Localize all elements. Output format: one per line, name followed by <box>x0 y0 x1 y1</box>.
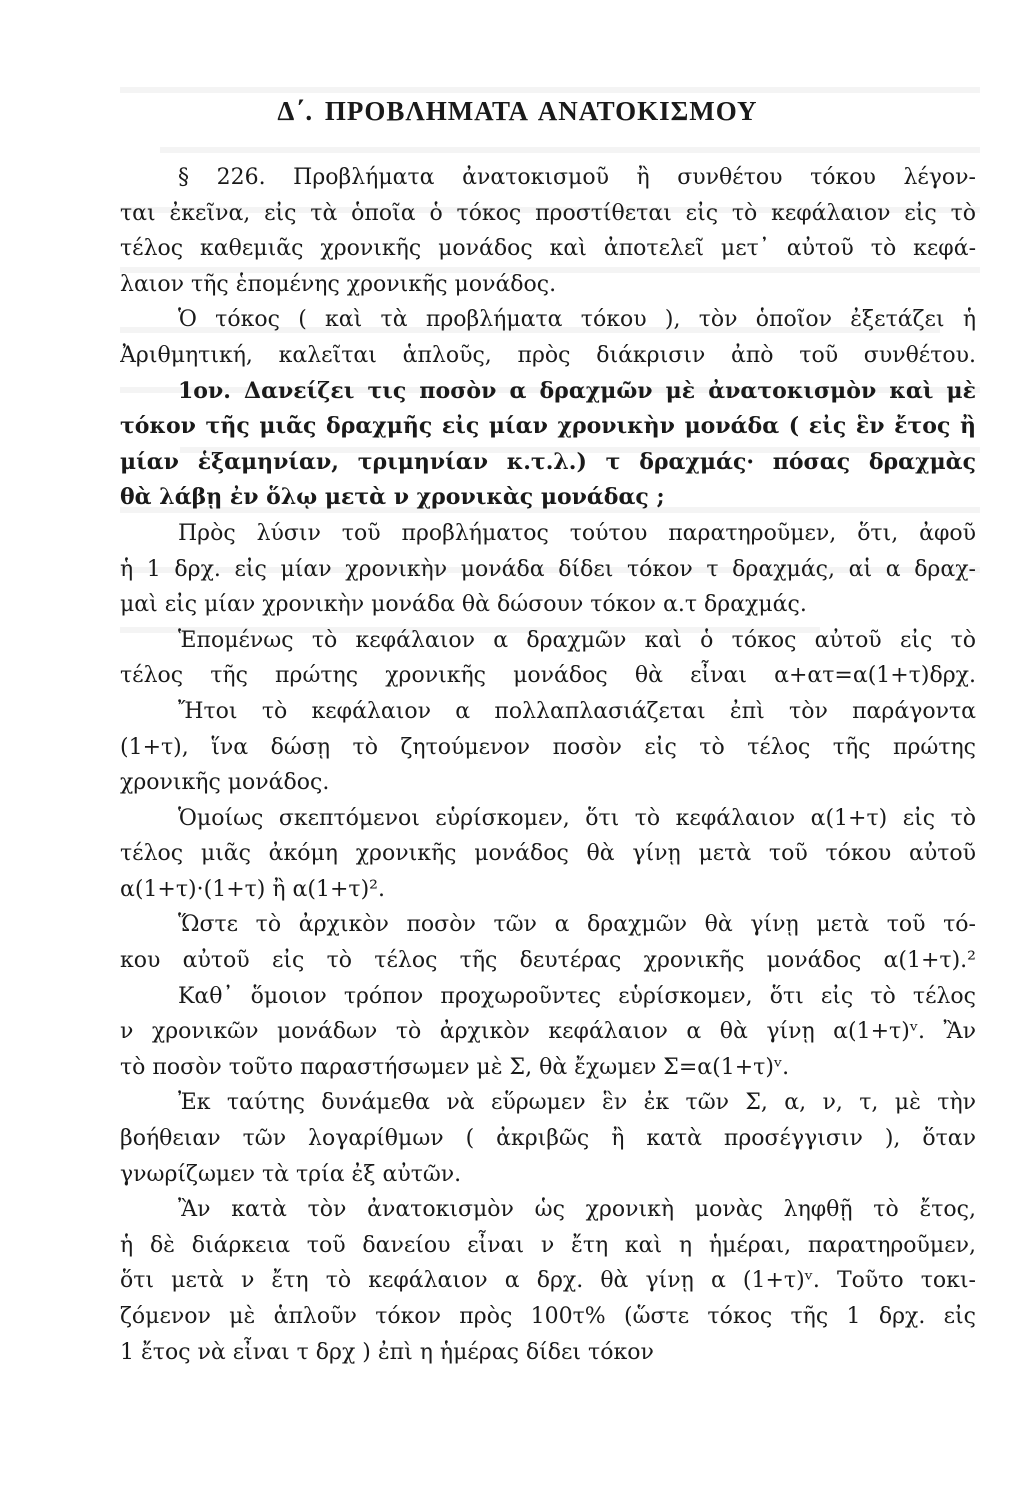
text-line: (1+τ), ἵνα δώσῃ τὸ ζητούμενον ποσὸν εἰς τὸ τέλος τῆς πρώτης <box>120 734 976 760</box>
text-line: θὰ λάβῃ ἐν ὅλῳ μετὰ ν χρονικὰς μονάδας ; <box>120 484 665 511</box>
text-line: Ὁ τόκος ( καὶ τὰ προβλήματα τόκου ), τὸν ὁποῖον ἐξετάζει ἡ <box>178 307 976 333</box>
text-line: 1 ἔτος νὰ εἶναι τ δρχ ) ἐπὶ η ἡμέρας δίδει τόκον <box>120 1339 654 1365</box>
text-line: τέλος καθεμιᾶς χρονικῆς μονάδος καὶ ἀποτελεῖ μετ᾽ αὐτοῦ τὸ κεφά- <box>120 236 976 262</box>
text-line: Ὁμοίως σκεπτόμενοι εὑρίσκομεν, ὅτι τὸ κεφάλαιον α(1+τ) εἰς τὸ <box>178 805 976 831</box>
text-line: Ὥστε τὸ ἀρχικὸν ποσὸν τῶν α δραχμῶν θὰ γίνῃ μετὰ τοῦ τό- <box>178 912 976 938</box>
text-line: χρονικῆς μονάδος. <box>120 770 330 796</box>
text-line: τὸ ποσὸν τοῦτο παραστήσωμεν μὲ Σ, θὰ ἔχωμεν Σ=α(1+τ)ᵛ. <box>120 1054 790 1080</box>
text-line: Ἂν κατὰ τὸν ἀνατοκισμὸν ὡς χρονικὴ μονὰς ληφθῇ τὸ ἔτος, <box>178 1197 976 1223</box>
text-line: ζόμενον μὲ ἁπλοῦν τόκον πρὸς 100τ% (ὥστε τόκος τῆς 1 δρχ. εἰς <box>120 1304 976 1329</box>
text-line: Ἀριθμητική, καλεῖται ἁπλοῦς, πρὸς διάκρισιν ἀπὸ τοῦ συνθέτου. <box>120 342 976 368</box>
text-line: Ἑπομένως τὸ κεφάλαιον α δραχμῶν καὶ ὁ τόκος αὐτοῦ εἰς τὸ <box>178 627 976 653</box>
text-line: Καθ᾽ ὅμοιον τρόπον προχωροῦντες εὑρίσκομεν, ὅτι εἰς τὸ τέλος <box>178 983 976 1009</box>
text-line: βοήθειαν τῶν λογαρίθμων ( ἀκριβῶς ἢ κατὰ προσέγγισιν ), ὅταν <box>120 1126 976 1152</box>
text-line: α(1+τ)·(1+τ) ἢ α(1+τ)². <box>120 876 385 902</box>
text-line: Ἐκ ταύτης δυνάμεθα νὰ εὕρωμεν ἓν ἐκ τῶν Σ, α, ν, τ, μὲ τὴν <box>178 1090 976 1116</box>
text-line: ἡ δὲ διάρκεια τοῦ δανείου εἶναι ν ἔτη καὶ η ἡμέραι, παρατηροῦμεν, <box>120 1232 976 1258</box>
text-line: Πρὸς λύσιν τοῦ προβλήματος τούτου παρατηροῦμεν, ὅτι, ἀφοῦ <box>178 520 976 546</box>
text-line: § 226. Προβλήματα ἀνατοκισμοῦ ἢ συνθέτου τόκου λέγον- <box>178 165 976 190</box>
body-text <box>120 160 976 1370</box>
text-line: γνωρίζωμεν τὰ τρία ἐξ αὐτῶν. <box>120 1161 462 1187</box>
text-line: ὅτι μετὰ ν ἔτη τὸ κεφάλαιον α δρχ. θὰ γίνῃ α (1+τ)ᵛ. Τοῦτο τοκι- <box>120 1268 976 1294</box>
section-heading: Δ΄. ΠΡΟΒΛΗΜΑΤΑ ΑΝΑΤΟΚΙΣΜΟΥ <box>277 96 758 126</box>
text-line: ἡ 1 δρχ. εἰς μίαν χρονικὴν μονάδα δίδει τόκον τ δραχμάς, αἱ α δραχ- <box>120 556 976 582</box>
text-line: Ἤτοι τὸ κεφάλαιον α πολλαπλασιάζεται ἐπὶ τὸν παράγοντα <box>178 698 976 724</box>
text-line: τόκον τῆς μιᾶς δραχμῆς εἰς μίαν χρονικὴν μονάδα ( εἰς ἓν ἔτος ἢ <box>120 413 976 440</box>
text-line: μίαν ἑξαμηνίαν, τριμηνίαν κ.τ.λ.) τ δραχμάς· πόσας δραχμὰς <box>120 448 976 475</box>
text-line: 1ον. Δανείζει τις ποσὸν α δραχμῶν μὲ ἀνατοκισμὸν καὶ μὲ <box>178 377 976 404</box>
text-line: ται ἐκεῖνα, εἰς τὰ ὁποῖα ὁ τόκος προστίθεται εἰς τὸ κεφάλαιον εἰς τὸ <box>120 200 976 226</box>
text-line: μαὶ εἰς μίαν χρονικὴν μονάδα θὰ δώσουν τόκον α.τ δραχμάς. <box>120 592 807 618</box>
text-line: τέλος τῆς πρώτης χρονικῆς μονάδος θὰ εἶναι α+ατ=α(1+τ)δρχ. <box>120 663 976 689</box>
text-line: λαιον τῆς ἑπομένης χρονικῆς μονάδος. <box>120 271 557 297</box>
text-line: κου αὐτοῦ εἰς τὸ τέλος τῆς δευτέρας χρονικῆς μονάδος α(1+τ).² <box>120 948 976 974</box>
text-line: ν χρονικῶν μονάδων τὸ ἀρχικὸν κεφάλαιον α θὰ γίνῃ α(1+τ)ᵛ. Ἂν <box>120 1019 976 1045</box>
text-line: τέλος μιᾶς ἀκόμη χρονικῆς μονάδος θὰ γίνῃ μετὰ τοῦ τόκου αὐτοῦ <box>120 841 976 867</box>
